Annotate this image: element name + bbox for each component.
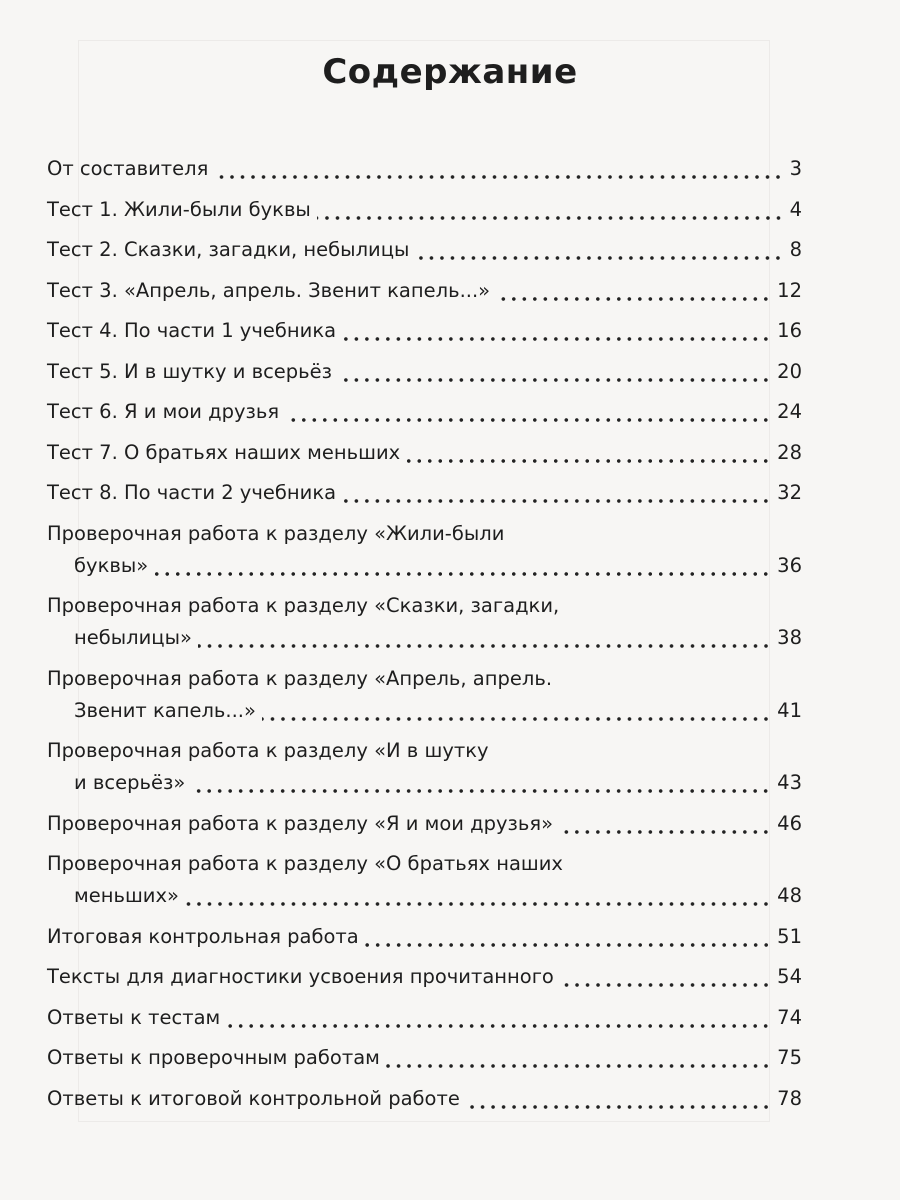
toc-entry[interactable] (47, 961, 802, 993)
toc-entry-line (47, 477, 802, 509)
toc-entry-line (47, 921, 802, 953)
toc-entry-title: Тест 6. Я и мои друзья (47, 400, 280, 423)
toc-entry-title: Тест 4. По части 1 учебника (47, 319, 337, 342)
dot-leader (386, 1042, 771, 1074)
toc-entry[interactable] (47, 396, 802, 428)
dot-leader (154, 550, 771, 582)
toc-entry-title: меньших» (74, 884, 179, 907)
toc-entry[interactable] (47, 356, 802, 388)
toc-page-number: 24 (777, 400, 802, 423)
dot-leader (191, 767, 771, 799)
toc-entry-title: Тест 2. Сказки, загадки, небылицы (47, 238, 410, 261)
toc-entry-title: От составителя (47, 157, 209, 180)
toc-page-number: 51 (777, 924, 802, 948)
toc-page-number: 38 (777, 626, 802, 649)
toc-entry-line (47, 848, 802, 880)
dot-leader (226, 1002, 771, 1034)
toc-entry-line (47, 590, 802, 622)
table-of-contents (47, 153, 802, 1123)
toc-page-number: 4 (789, 197, 802, 221)
toc-entry[interactable] (47, 518, 802, 582)
toc-entry[interactable] (47, 1083, 802, 1115)
dot-leader (342, 477, 771, 509)
toc-entry-title: Проверочная работа к разделу «Жили-были (47, 521, 505, 545)
dot-leader (496, 275, 771, 307)
dot-leader (198, 622, 771, 654)
toc-entry[interactable] (47, 194, 802, 226)
toc-entry-line (47, 767, 802, 799)
toc-entry-line (47, 518, 802, 550)
dot-leader (185, 880, 771, 912)
toc-entry-line (47, 880, 802, 912)
dot-leader (365, 921, 771, 953)
toc-entry-line (47, 961, 802, 993)
toc-entry[interactable] (47, 735, 802, 799)
toc-page-number: 8 (789, 238, 802, 261)
toc-entry[interactable] (47, 921, 802, 953)
dot-leader (415, 234, 783, 266)
toc-entry-line (47, 437, 802, 469)
toc-page-number: 32 (777, 481, 802, 504)
toc-entry-line (47, 234, 802, 266)
toc-entry[interactable] (47, 1002, 802, 1034)
toc-entry-title: Проверочная работа к разделу «Апрель, апрель. (47, 666, 553, 690)
toc-entry-title: Проверочная работа к разделу «Сказки, загадки, (47, 594, 560, 617)
toc-entry-title: Ответы к итоговой контрольной работе (47, 1086, 460, 1110)
toc-entry[interactable] (47, 590, 802, 654)
toc-entry-title: небылицы» (74, 626, 192, 649)
dot-leader (560, 961, 771, 993)
toc-entry[interactable] (47, 808, 802, 840)
toc-entry[interactable] (47, 153, 802, 185)
toc-page-number: 28 (777, 440, 802, 464)
toc-entry-title: Итоговая контрольная работа (47, 924, 359, 948)
dot-leader (285, 396, 771, 428)
toc-entry-line (47, 622, 802, 654)
toc-entry[interactable] (47, 275, 802, 307)
toc-entry-line (47, 356, 802, 388)
toc-entry-line (47, 194, 802, 226)
dot-leader (317, 194, 784, 226)
dot-leader (559, 808, 771, 840)
toc-entry-line (47, 1083, 802, 1115)
dot-leader (262, 695, 771, 727)
dot-leader (338, 356, 771, 388)
toc-entry-line (47, 550, 802, 582)
toc-entry-line (47, 275, 802, 307)
toc-entry-line (47, 1042, 802, 1074)
toc-entry-title: Проверочная работа к разделу «И в шутку (47, 739, 489, 762)
toc-entry-line (47, 808, 802, 840)
toc-entry-line (47, 315, 802, 347)
toc-entry-title: Звенит капель...» (74, 698, 256, 722)
dot-leader (214, 153, 783, 185)
toc-page-number: 20 (777, 359, 802, 383)
toc-entry-title: Тест 8. По части 2 учебника (47, 481, 337, 504)
toc-page-number: 43 (777, 771, 802, 794)
toc-entry[interactable] (47, 848, 802, 912)
toc-entry-title: буквы» (74, 553, 149, 577)
dot-leader (406, 437, 771, 469)
toc-entry-title: Проверочная работа к разделу «Я и мои друзья» (47, 811, 554, 835)
toc-entry[interactable] (47, 234, 802, 266)
toc-entry-line (47, 396, 802, 428)
toc-entry-title: Ответы к тестам (47, 1005, 221, 1029)
toc-entry-title: Проверочная работа к разделу «О братьях наших (47, 852, 563, 875)
dot-leader (342, 315, 771, 347)
toc-entry[interactable] (47, 477, 802, 509)
toc-entry-line (47, 695, 802, 727)
toc-entry-title: Тексты для диагностики усвоения прочитанного (47, 965, 554, 988)
toc-page-number: 75 (777, 1046, 802, 1069)
toc-entry[interactable] (47, 315, 802, 347)
dot-leader (466, 1083, 771, 1115)
toc-entry-line (47, 153, 802, 185)
toc-page-number: 16 (777, 319, 802, 342)
toc-page-number: 74 (777, 1005, 802, 1029)
toc-page-number: 36 (777, 553, 802, 577)
toc-entry-title: Тест 3. «Апрель, апрель. Звенит капель...» (47, 278, 491, 302)
toc-page-number: 46 (777, 811, 802, 835)
toc-entry[interactable] (47, 1042, 802, 1074)
page-title: Содержание (322, 52, 578, 92)
toc-page-number: 48 (777, 884, 802, 907)
toc-entry-line (47, 1002, 802, 1034)
toc-page-number: 54 (777, 965, 802, 988)
toc-entry-title: Тест 1. Жили-были буквы (47, 197, 311, 221)
toc-entry[interactable] (47, 437, 802, 469)
toc-entry-title: и всерьёз» (74, 771, 186, 794)
toc-page-number: 41 (777, 698, 802, 722)
toc-entry-line (47, 735, 802, 767)
toc-page-number: 78 (777, 1086, 802, 1110)
toc-entry-title: Тест 7. О братьях наших меньших (47, 440, 401, 464)
toc-page-number: 3 (789, 157, 802, 180)
toc-entry[interactable] (47, 663, 802, 727)
toc-entry-line (47, 663, 802, 695)
toc-page-number: 12 (777, 278, 802, 302)
toc-entry-title: Тест 5. И в шутку и всерьёз (47, 359, 333, 383)
toc-entry-title: Ответы к проверочным работам (47, 1046, 380, 1069)
